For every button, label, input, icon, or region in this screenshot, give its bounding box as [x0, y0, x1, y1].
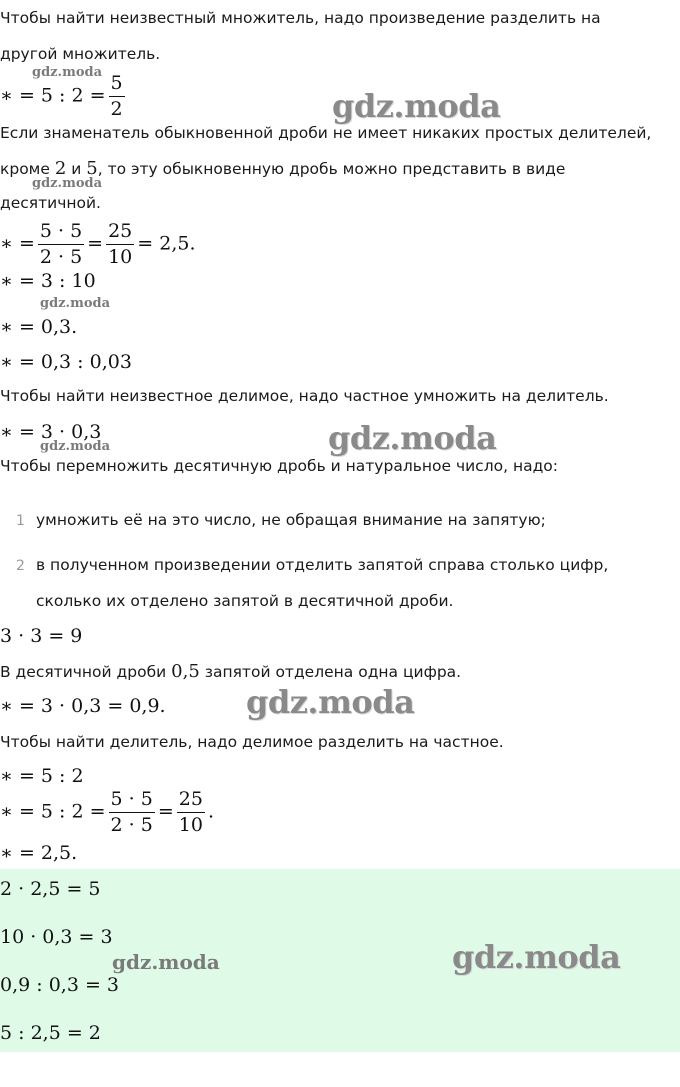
- rule-decimal-post: , то эту обыкновенную дробь можно представить в виде: [97, 160, 566, 178]
- watermark-logo: gdz.moda: [246, 683, 415, 721]
- list-item-1: умножить её на это число, не обращая внимание на запятую;: [36, 511, 546, 529]
- watermark-logo: gdz.moda: [332, 87, 501, 125]
- equation-10-right: .: [207, 800, 214, 823]
- fraction-denominator: 2 · 5: [39, 246, 83, 268]
- watermark-logo: gdz.moda: [32, 65, 103, 80]
- list-item-2-cont: сколько их отделено запятой в десятичной дроби.: [36, 592, 454, 610]
- fraction-denominator: 10: [178, 814, 203, 836]
- equation-5: ∗ = 0,3 : 0,03: [0, 351, 132, 373]
- watermark-logo: gdz.moda: [112, 950, 220, 974]
- equation-8: ∗ = 3 · 0,3 = 0,9.: [0, 695, 166, 717]
- rule-decimal: Если знаменатель обыкновенной дроби не имеет никаких простых делителей,: [0, 124, 652, 142]
- equation-3: ∗ = 3 : 10: [0, 270, 96, 292]
- rule-decimal-end: десятичной.: [0, 194, 101, 212]
- equation-10: [0, 790, 214, 835]
- list-number: 1: [16, 513, 25, 529]
- equation-2: [0, 222, 196, 267]
- rule-decimal-note-post: запятой отделена одна цифра.: [204, 663, 462, 681]
- fraction-numerator: 5 · 5: [109, 790, 155, 813]
- check-2: 10 · 0,3 = 3: [0, 926, 113, 948]
- rule-divisor: Чтобы найти делитель, надо делимое разделить на частное.: [0, 733, 504, 751]
- fraction-numerator: 5: [109, 74, 125, 97]
- watermark-logo: gdz.moda: [328, 419, 497, 457]
- equation-2-left: ∗ =: [0, 232, 35, 255]
- fraction-numerator: 5 · 5: [38, 222, 84, 245]
- rule-decimal-pre: кроме: [0, 160, 50, 178]
- rule-factor-cont: другой множитель.: [0, 45, 161, 63]
- fraction-5-2: [109, 74, 125, 119]
- rule-decimal-note-pre: В десятичной дроби: [0, 663, 167, 681]
- equation-10-left: ∗ = 5 : 2 =: [0, 800, 106, 823]
- equation-6: ∗ = 3 · 0,3: [0, 421, 102, 443]
- rule-decimal-note: [0, 661, 461, 682]
- watermark-logo: gdz.moda: [40, 296, 111, 311]
- equation-7: 3 · 3 = 9: [0, 625, 83, 647]
- fraction-5x5-2x5: [109, 790, 155, 835]
- prime-2: 2: [54, 158, 67, 179]
- equals-sign: =: [157, 800, 174, 823]
- list-item-2: в полученном произведении отделить запятой справа столько цифр,: [36, 556, 609, 574]
- watermark-logo: gdz.moda: [452, 938, 621, 976]
- prime-5: 5: [86, 158, 98, 179]
- watermark-logo: gdz.moda: [32, 176, 103, 191]
- fraction-25-10: [106, 222, 134, 267]
- equation-1: [0, 74, 128, 119]
- check-1: 2 · 2,5 = 5: [0, 878, 101, 900]
- fraction-denominator: 2: [110, 98, 123, 120]
- watermark-logo: gdz.moda: [40, 439, 111, 454]
- fraction-numerator: 25: [106, 222, 134, 245]
- equation-11: ∗ = 2,5.: [0, 842, 78, 864]
- fraction-denominator: 2 · 5: [110, 814, 153, 836]
- list-number: 2: [16, 558, 25, 574]
- fraction-numerator: 25: [177, 790, 205, 813]
- equals-sign: =: [87, 232, 104, 255]
- equation-9: ∗ = 5 : 2: [0, 765, 84, 787]
- fraction-25-10: [177, 790, 205, 835]
- equation-1-left: ∗ = 5 : 2 =: [0, 84, 106, 107]
- rule-factor: Чтобы найти неизвестный множитель, надо произведение разделить на: [0, 9, 601, 27]
- rule-decimal-and: и: [71, 160, 82, 178]
- check-4: 5 : 2,5 = 2: [0, 1022, 101, 1044]
- fraction-denominator: 10: [108, 246, 133, 268]
- rule-multiply: Чтобы перемножить десятичную дробь и натуральное число, надо:: [0, 457, 558, 475]
- decimal-number: 0,5: [171, 661, 200, 682]
- equation-4: ∗ = 0,3.: [0, 316, 78, 338]
- fraction-5x5-2x5: [38, 222, 84, 267]
- rule-dividend: Чтобы найти неизвестное делимое, надо частное умножить на делитель.: [0, 387, 609, 405]
- equation-2-right: = 2,5.: [137, 232, 196, 255]
- check-3: 0,9 : 0,3 = 3: [0, 974, 120, 996]
